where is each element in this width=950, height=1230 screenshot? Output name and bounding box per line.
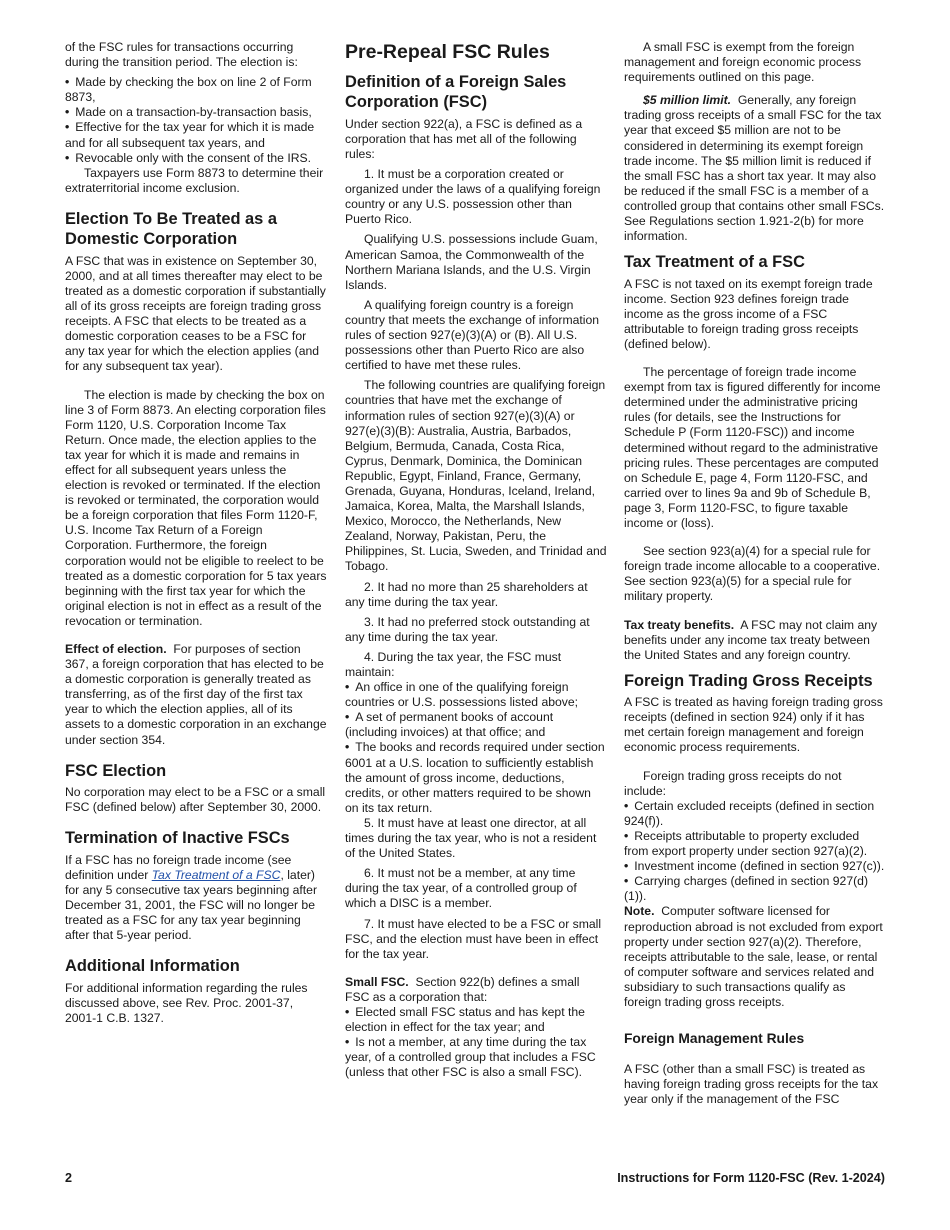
paragraph: The election is made by checking the box on line 3 of Form 8873. An electing corporation files Form 1120, U.S. Corporation Income Tax Return. Once made, the election applies to the tax year for which it is made and remains in effect for all subsequent years unless the election is revoked or terminated. If the election is revoked or terminated, the corporation would be a foreign corporation that files Form 1120-F, U.S. Income Tax Return of a Foreign Corporation. Furthermore, the foreign corporation would not be eligible to reelect to be treated as a domestic corporation for 5 tax years beginning with the first tax year for which the original election is not in effect as a result of the revocation or termination. <box>65 387 327 628</box>
paragraph: The percentage of foreign trade income exempt from tax is figured differently for income determined under the administrative pricing rules (for details, see the Instructions for Schedule P (Form 1120-FSC)) and income determined without regard to the administrative pricing rules. These percentages are computed on Schedule E, page 4, Form 1120-FSC, and carried over to lines 9a and 9b of Schedule B, page 3, Form 1120-FSC, to figure taxable income or (loss). <box>624 365 881 531</box>
list-item: • The books and records required under section 6001 at a U.S. location to sufficiently establish the amount of gross income, deductions, credits, or other matters required to be shown on its tax return. <box>345 740 607 815</box>
list-item: • Made by checking the box on line 2 of Form 8873, <box>65 75 327 105</box>
paragraph: A FSC is not taxed on its exempt foreign trade income. Section 923 defines foreign trade income as the gross income of a FSC attributable to foreign trading gross receipts (defined below). <box>624 276 873 351</box>
rule-item: 7. It must have elected to be a FSC or small FSC, and the election must have been in effect for the tax year. <box>345 916 602 961</box>
small-fsc-paragraph <box>345 975 607 1005</box>
run-in-heading: Tax treaty benefits. <box>624 617 735 632</box>
column-right <box>624 40 886 1107</box>
column-left <box>65 40 327 1026</box>
section-heading-domestic: Election To Be Treated as a Domestic Corporation <box>65 209 277 249</box>
run-in-heading: Small FSC. <box>345 974 409 989</box>
paragraph: Taxpayers use Form 8873 to determine their extraterritorial income exclusion. <box>65 165 324 195</box>
paragraph: Qualifying U.S. possessions include Guam, American Samoa, the Commonwealth of the Northern Mariana Islands, and the U.S. Virgin Islands. <box>345 232 598 292</box>
note-paragraph <box>624 904 886 1010</box>
effect-of-election-paragraph <box>65 642 327 748</box>
list-item: • A set of permanent books of account (including invoices) at that office; and <box>345 710 607 740</box>
rule-item: 4. During the tax year, the FSC must maintain: <box>345 649 562 679</box>
paragraph: A FSC that was in existence on September 30, 2000, and at all times thereafter may elect to be treated as a domestic corporation if substantially all of its gross receipts are foreign trading gross receipts. A FSC that elects to be treated as a domestic corporation ceases to be a FSC for any tax year for which the election applies (and for any subsequent tax year). <box>65 253 326 374</box>
paragraph: A qualifying foreign country is a foreign country that meets the exchange of information rules of section 927(e)(3)(A) or (B). All U.S. possessions other than Puerto Rico are also certified to have met these rules. <box>345 297 600 373</box>
paragraph-text: If a FSC has no foreign trade income (see definition under <box>65 852 292 882</box>
run-in-heading: $5 million limit. <box>643 93 732 108</box>
list-item: • Made on a transaction-by-transaction basis, <box>65 105 327 120</box>
paragraph-text: , later) for any 5 consecutive tax years beginning after December 31, 2001, the FSC will no longer be treated as a FSC for any tax year beginning after that 5-year period. <box>65 867 318 943</box>
intro-text: of the FSC rules for transactions occurring during the transition period. The election is: <box>65 40 298 70</box>
list-item: • Revocable only with the consent of the IRS. <box>65 151 327 166</box>
list-item: • Is not a member, at any time during the tax year, of a controlled group that includes a FSC (unless that other FSC is also a small FSC). <box>345 1035 607 1080</box>
section-heading-termination: Termination of Inactive FSCs <box>65 829 290 848</box>
page-footer <box>65 1171 885 1185</box>
page-number: 2 <box>65 1171 73 1185</box>
paragraph: See section 923(a)(4) for a special rule for foreign trade income allocable to a cooperative. See section 923(a)(5) for a special rule for military property. <box>624 544 881 604</box>
paragraph-text: A FSC may not claim any benefits under any income tax treaty between the United States and any foreign country. <box>624 617 878 662</box>
section-heading-additional: Additional Information <box>65 957 240 976</box>
list-item: • An office in one of the qualifying foreign countries or U.S. possessions listed above; <box>345 680 607 710</box>
list-item: • Certain excluded receipts (defined in section 924(f)). <box>624 799 886 829</box>
run-in-heading: Effect of election. <box>65 642 167 656</box>
paragraph: Foreign trading gross receipts do not include: <box>624 768 842 798</box>
tax-treaty-paragraph <box>624 618 886 663</box>
paragraph: The following countries are qualifying foreign countries that have met the exchange of information rules of section 927(e)(3)(A) or 927(e)(3)(B): Australia, Austria, Barbados, Belgium, Bermuda, Canada, Costa Rica, Cyprus, Denmark, Dominica, the Dominican Republic, Egypt, Finland, France, Germany, Grenada, Guyana, Honduras, Iceland, Ireland, Jamaica, Korea, Malta, the Marshall Islands, Mexico, Morocco, the Netherlands, New Zealand, Norway, Pakistan, Peru, the Philippines, St. Lucia, Sweden, and Trinidad and Tobago. <box>345 378 607 574</box>
paragraph: A FSC (other than a small FSC) is treated as having foreign trading gross receipts for the tax year only if the management of the FSC <box>624 1062 879 1107</box>
paragraph: Under section 922(a), a FSC is defined as a corporation that has met all of the following rules: <box>345 116 583 161</box>
rule-item: 2. It had no more than 25 shareholders at any time during the tax year. <box>345 579 588 609</box>
termination-paragraph <box>65 853 327 944</box>
run-in-heading: Note. <box>624 904 655 919</box>
rule-item: 3. It had no preferred stock outstanding at any time during the tax year. <box>345 614 590 644</box>
paragraph: For additional information regarding the rules discussed above, see Rev. Proc. 2001-37, 2001-1 C.B. 1327. <box>65 980 308 1025</box>
list-item: • Receipts attributable to property excluded from export property under section 927(a)(2). <box>624 829 886 859</box>
tax-treatment-link[interactable]: Tax Treatment of a FSC <box>151 867 281 882</box>
section-heading-tax-treatment: Tax Treatment of a FSC <box>624 253 805 272</box>
section-heading-definition: Definition of a Foreign Sales Corporation (FSC) <box>345 73 567 112</box>
subsection-heading-management: Foreign Management Rules <box>624 1031 805 1047</box>
rule-item: 5. It must have at least one director, at all times during the tax year, who is not a resident of the United States. <box>345 815 597 861</box>
paragraph-text: Generally, any foreign trading gross receipts of a small FSC for the tax year that exceed $5 million are not to be considered in determining its exempt foreign trade income. The $5 million limit is reduced if the small FSC has a short tax year. It may also be reduced if the small FSC is a member of a controlled group that contains other small FSCs. See Regulations section 1.921-2(b) for more information. <box>624 93 885 244</box>
paragraph-text: Section 922(b) defines a small FSC as a corporation that: <box>345 974 580 1004</box>
paragraph-text: Computer software licensed for reproduction abroad is not excluded from export property under section 927(a)(2). Therefore, receipts attributable to the sale, lease, or rental of computer software and services related and subsidiary to such transactions qualify as foreign trading gross receipts. <box>624 904 883 1009</box>
section-heading-fsc-election: FSC Election <box>65 761 167 780</box>
list-item: • Effective for the tax year for which it is made and for all subsequent tax years, and <box>65 120 327 150</box>
list-item: • Elected small FSC status and has kept the election in effect for the tax year; and <box>345 1005 607 1035</box>
list-item: • Carrying charges (defined in section 927(d)(1)). <box>624 874 886 904</box>
paragraph: No corporation may elect to be a FSC or a small FSC (defined below) after September 30, 2000. <box>65 785 326 815</box>
page-heading-pre-repeal: Pre-Repeal FSC Rules <box>345 41 550 63</box>
paragraph-text: For purposes of section 367, a foreign corporation that has elected to be a domestic corporation is generally treated as transferring, as of the first day of the first tax year to which the election applies, all of its assets to a domestic corporation in an exchange under section 354. <box>65 642 327 747</box>
form-title: Instructions for Form 1120-FSC (Rev. 1-2024) <box>617 1171 885 1185</box>
paragraph: A small FSC is exempt from the foreign management and foreign economic process requirements outlined on this page. <box>624 40 862 85</box>
rule-item: 6. It must not be a member, at any time during the tax year, of a controlled group of which a DISC is a member. <box>345 866 577 911</box>
paragraph: A FSC is treated as having foreign trading gross receipts (defined in section 924) only if it has met certain foreign management and foreign economic process requirements. <box>624 695 883 755</box>
rule-item: 1. It must be a corporation created or organized under the laws of a qualifying foreign country or any U.S. possession other than Puerto Rico. <box>345 167 601 227</box>
section-heading-receipts: Foreign Trading Gross Receipts <box>624 671 873 690</box>
list-item: • Investment income (defined in section 927(c)). <box>624 859 886 874</box>
five-million-paragraph <box>624 93 886 244</box>
column-middle <box>345 40 607 1080</box>
